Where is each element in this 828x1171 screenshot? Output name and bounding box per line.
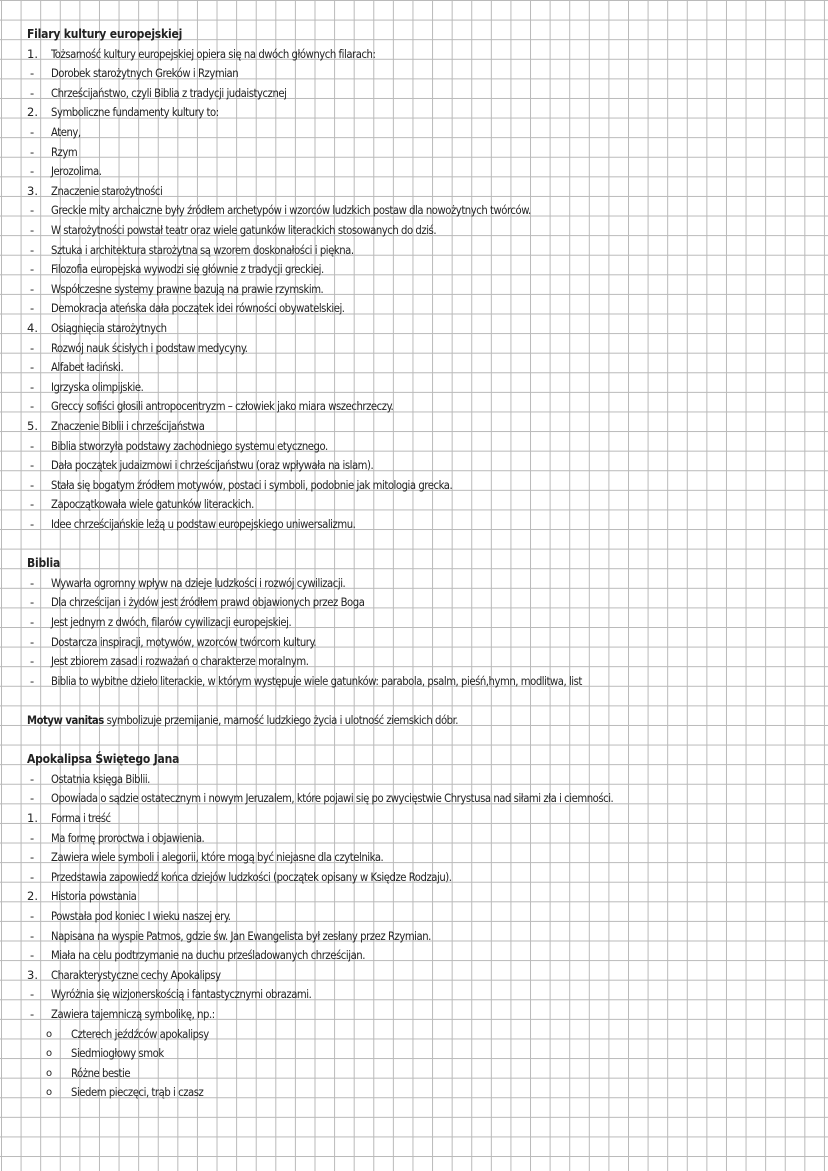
biblia-list-item: Dostarcza inspiracji, motywów, wzorców twórcom kultury. bbox=[51, 635, 317, 649]
filary-list-marker: - bbox=[30, 360, 35, 375]
filary-list-marker: - bbox=[30, 242, 35, 257]
apokalipsa-list-item: Opowiada o sądzie ostatecznym i nowym Jeruzalem, które pojawi się po zwycięstwie Chrystusa nad siłami zła i ciemności. bbox=[51, 792, 614, 806]
filary-list-marker: - bbox=[30, 379, 35, 394]
biblia-list-item: Jest jednym z dwóch, filarów cywilizacji europejskiej. bbox=[51, 616, 292, 629]
section-title-apokalipsa: Apokalipsa Świętego Jana bbox=[27, 752, 180, 767]
filary-list-item: Sztuka i architektura starożytna są wzorem doskonałości i piękna. bbox=[51, 243, 354, 257]
filary-list-marker: - bbox=[30, 301, 35, 316]
apokalipsa-list-item: Różne bestie bbox=[71, 1066, 131, 1080]
filary-list-marker: 2. bbox=[27, 105, 38, 120]
filary-list-marker: - bbox=[30, 164, 35, 179]
apokalipsa-list-item: Wyróżnia się wizjonerskością i fantastycznymi obrazami. bbox=[51, 988, 312, 1002]
filary-list-item: Osiągnięcia starożytnych bbox=[51, 322, 167, 335]
filary-list-marker: 5. bbox=[27, 419, 38, 433]
apokalipsa-list-marker: - bbox=[30, 771, 35, 786]
vanitas-paragraph bbox=[27, 711, 458, 731]
apokalipsa-list-item: Miała na celu podtrzymanie na duchu prześladowanych chrześcijan. bbox=[51, 949, 365, 963]
filary-list-item: Biblia stworzyła podstawy zachodniego systemu etycznego. bbox=[51, 439, 328, 453]
filary-list-marker: - bbox=[30, 458, 35, 473]
vanitas-definition: symbolizuje przemijanie, marność ludzkiego życia i ulotność ziemskich dóbr. bbox=[103, 714, 458, 727]
biblia-list-marker: - bbox=[30, 595, 35, 610]
filary-list-item: Demokracja ateńska dała początek idei równości obywatelskiej. bbox=[51, 302, 345, 316]
filary-list-marker: - bbox=[30, 477, 35, 492]
filary-list-marker: 1. bbox=[27, 46, 38, 61]
apokalipsa-list-marker: o bbox=[46, 1048, 53, 1060]
filary-list-item: Dała początek judaizmowi i chrześcijaństwu (oraz wpływała na islam). bbox=[51, 459, 374, 473]
apokalipsa-list-item: Ma formę proroctwa i objawienia. bbox=[51, 831, 205, 845]
apokalipsa-list-marker: o bbox=[46, 1087, 53, 1099]
filary-list-item: Rozwój nauk ścisłych i podstaw medycyny. bbox=[51, 341, 248, 355]
apokalipsa-list-marker: - bbox=[30, 928, 35, 943]
apokalipsa-list-marker: 3. bbox=[27, 967, 38, 982]
filary-list-item: Współczesne systemy prawne bazują na prawie rzymskim. bbox=[51, 282, 324, 296]
filary-list-item: Igrzyska olimpijskie. bbox=[51, 380, 144, 394]
apokalipsa-list-marker: - bbox=[30, 850, 35, 865]
filary-list-marker: - bbox=[30, 144, 35, 159]
biblia-list-marker: - bbox=[30, 615, 35, 629]
filary-list-marker: - bbox=[30, 399, 35, 414]
apokalipsa-list-marker: - bbox=[30, 909, 35, 923]
apokalipsa-list-marker: - bbox=[30, 791, 35, 806]
vanitas-term: Motyw vanitas bbox=[27, 714, 104, 727]
apokalipsa-list-item: Ostatnia księga Biblii. bbox=[51, 772, 150, 786]
section-title-biblia: Biblia bbox=[27, 556, 61, 571]
apokalipsa-list-item: Zawiera wiele symboli i alegorii, które mogą być niejasne dla czytelnika. bbox=[51, 851, 384, 865]
apokalipsa-list-item: Historia powstania bbox=[51, 890, 137, 904]
apokalipsa-list-marker: 1. bbox=[27, 811, 38, 825]
biblia-list-marker: - bbox=[30, 654, 35, 669]
apokalipsa-list-marker: - bbox=[30, 1007, 35, 1021]
apokalipsa-list-marker: 2. bbox=[27, 889, 38, 904]
filary-list-marker: - bbox=[30, 223, 35, 237]
apokalipsa-list-item: Siedmiogłowy smok bbox=[71, 1047, 164, 1061]
filary-list-marker: 4. bbox=[27, 321, 38, 335]
filary-list-item: W starożytności powstał teatr oraz wiele gatunków literackich stosowanych do dziś. bbox=[51, 224, 437, 237]
apokalipsa-list-item: Charakterystyczne cechy Apokalipsy bbox=[51, 968, 221, 982]
filary-list-marker: - bbox=[30, 85, 35, 100]
filary-list-marker: - bbox=[30, 497, 35, 512]
apokalipsa-list-item: Zawiera tajemniczą symbolikę, np.: bbox=[51, 1008, 215, 1021]
filary-list-item: Dorobek starożytnych Greków i Rzymian bbox=[51, 67, 239, 81]
biblia-list-marker: - bbox=[30, 575, 35, 590]
biblia-list-item: Biblia to wybitne dzieło literackie, w którym występuje wiele gatunków: parabola, psalm, pieśń,hymn, modlitwa, list bbox=[51, 674, 582, 688]
filary-list-item: Chrześcijaństwo, czyli Biblia z tradycji judaistycznej bbox=[51, 86, 287, 100]
filary-list-marker: - bbox=[30, 66, 35, 81]
filary-list-marker: - bbox=[30, 203, 35, 218]
filary-list-marker: - bbox=[30, 340, 35, 355]
filary-list-item: Jerozolima. bbox=[51, 165, 102, 179]
biblia-list-marker: - bbox=[30, 634, 35, 649]
apokalipsa-list-item: Forma i treść bbox=[51, 812, 111, 825]
apokalipsa-list-marker: - bbox=[30, 869, 35, 884]
section-title-filary: Filary kultury europejskiej bbox=[27, 27, 183, 41]
filary-list-marker: - bbox=[30, 262, 35, 277]
apokalipsa-list-item: Przedstawia zapowiedź końca dziejów ludzkości (początek opisany w Księdze Rodzaju). bbox=[51, 870, 452, 884]
filary-list-item: Zapoczątkowała wiele gatunków literackich. bbox=[51, 498, 254, 512]
apokalipsa-list-marker: o bbox=[46, 1067, 53, 1079]
apokalipsa-list-marker: - bbox=[30, 987, 35, 1002]
filary-list-item: Alfabet łaciński. bbox=[51, 361, 124, 375]
filary-list-item: Znaczenie starożytności bbox=[51, 184, 163, 198]
filary-list-marker: - bbox=[30, 517, 35, 531]
apokalipsa-list-item: Czterech jeźdźców apokalipsy bbox=[71, 1027, 209, 1041]
filary-list-item: Znaczenie Biblii i chrześcijaństwa bbox=[51, 420, 205, 433]
biblia-list-item: Dla chrześcijan i żydów jest źródłem prawd objawionych przez Boga bbox=[51, 596, 365, 610]
apokalipsa-list-marker: - bbox=[30, 830, 35, 845]
biblia-list-item: Jest zbiorem zasad i rozważań o charakterze moralnym. bbox=[51, 655, 309, 669]
filary-list-marker: - bbox=[30, 281, 35, 296]
filary-list-item: Greccy sofiści głosili antropocentryzm – człowiek jako miara wszechrzeczy. bbox=[51, 400, 394, 414]
filary-list-marker: - bbox=[30, 438, 35, 453]
apokalipsa-list-marker: o bbox=[46, 1028, 53, 1040]
filary-list-item: Ateny, bbox=[51, 126, 81, 139]
filary-list-item: Idee chrześcijańskie leżą u podstaw europejskiego uniwersalizmu. bbox=[51, 518, 356, 531]
apokalipsa-list-item: Napisana na wyspie Patmos, gdzie św. Jan Ewangelista był zesłany przez Rzymian. bbox=[51, 929, 431, 943]
filary-list-marker: 3. bbox=[27, 183, 38, 198]
filary-list-marker: - bbox=[30, 125, 35, 139]
filary-list-item: Tożsamość kultury europejskiej opiera się na dwóch głównych filarach: bbox=[51, 47, 376, 61]
biblia-list-marker: - bbox=[30, 673, 35, 688]
filary-list-item: Symboliczne fundamenty kultury to: bbox=[51, 106, 219, 120]
filary-list-item: Rzym bbox=[51, 145, 78, 159]
apokalipsa-list-item: Siedem pieczęci, trąb i czasz bbox=[71, 1086, 204, 1100]
biblia-list-item: Wywarła ogromny wpływ na dzieje ludzkości i rozwój cywilizacji. bbox=[51, 576, 346, 590]
apokalipsa-list-item: Powstała pod koniec I wieku naszej ery. bbox=[51, 910, 231, 923]
filary-list-item: Greckie mity archaiczne były źródłem archetypów i wzorców ludzkich postaw dla nowożytnych twórców. bbox=[51, 204, 531, 218]
filary-list-item: Filozofia europejska wywodzi się głównie z tradycji greckiej. bbox=[51, 263, 324, 277]
apokalipsa-list-marker: - bbox=[30, 948, 35, 963]
filary-list-item: Stała się bogatym źródłem motywów, postaci i symboli, podobnie jak mitologia grecka. bbox=[51, 478, 453, 492]
